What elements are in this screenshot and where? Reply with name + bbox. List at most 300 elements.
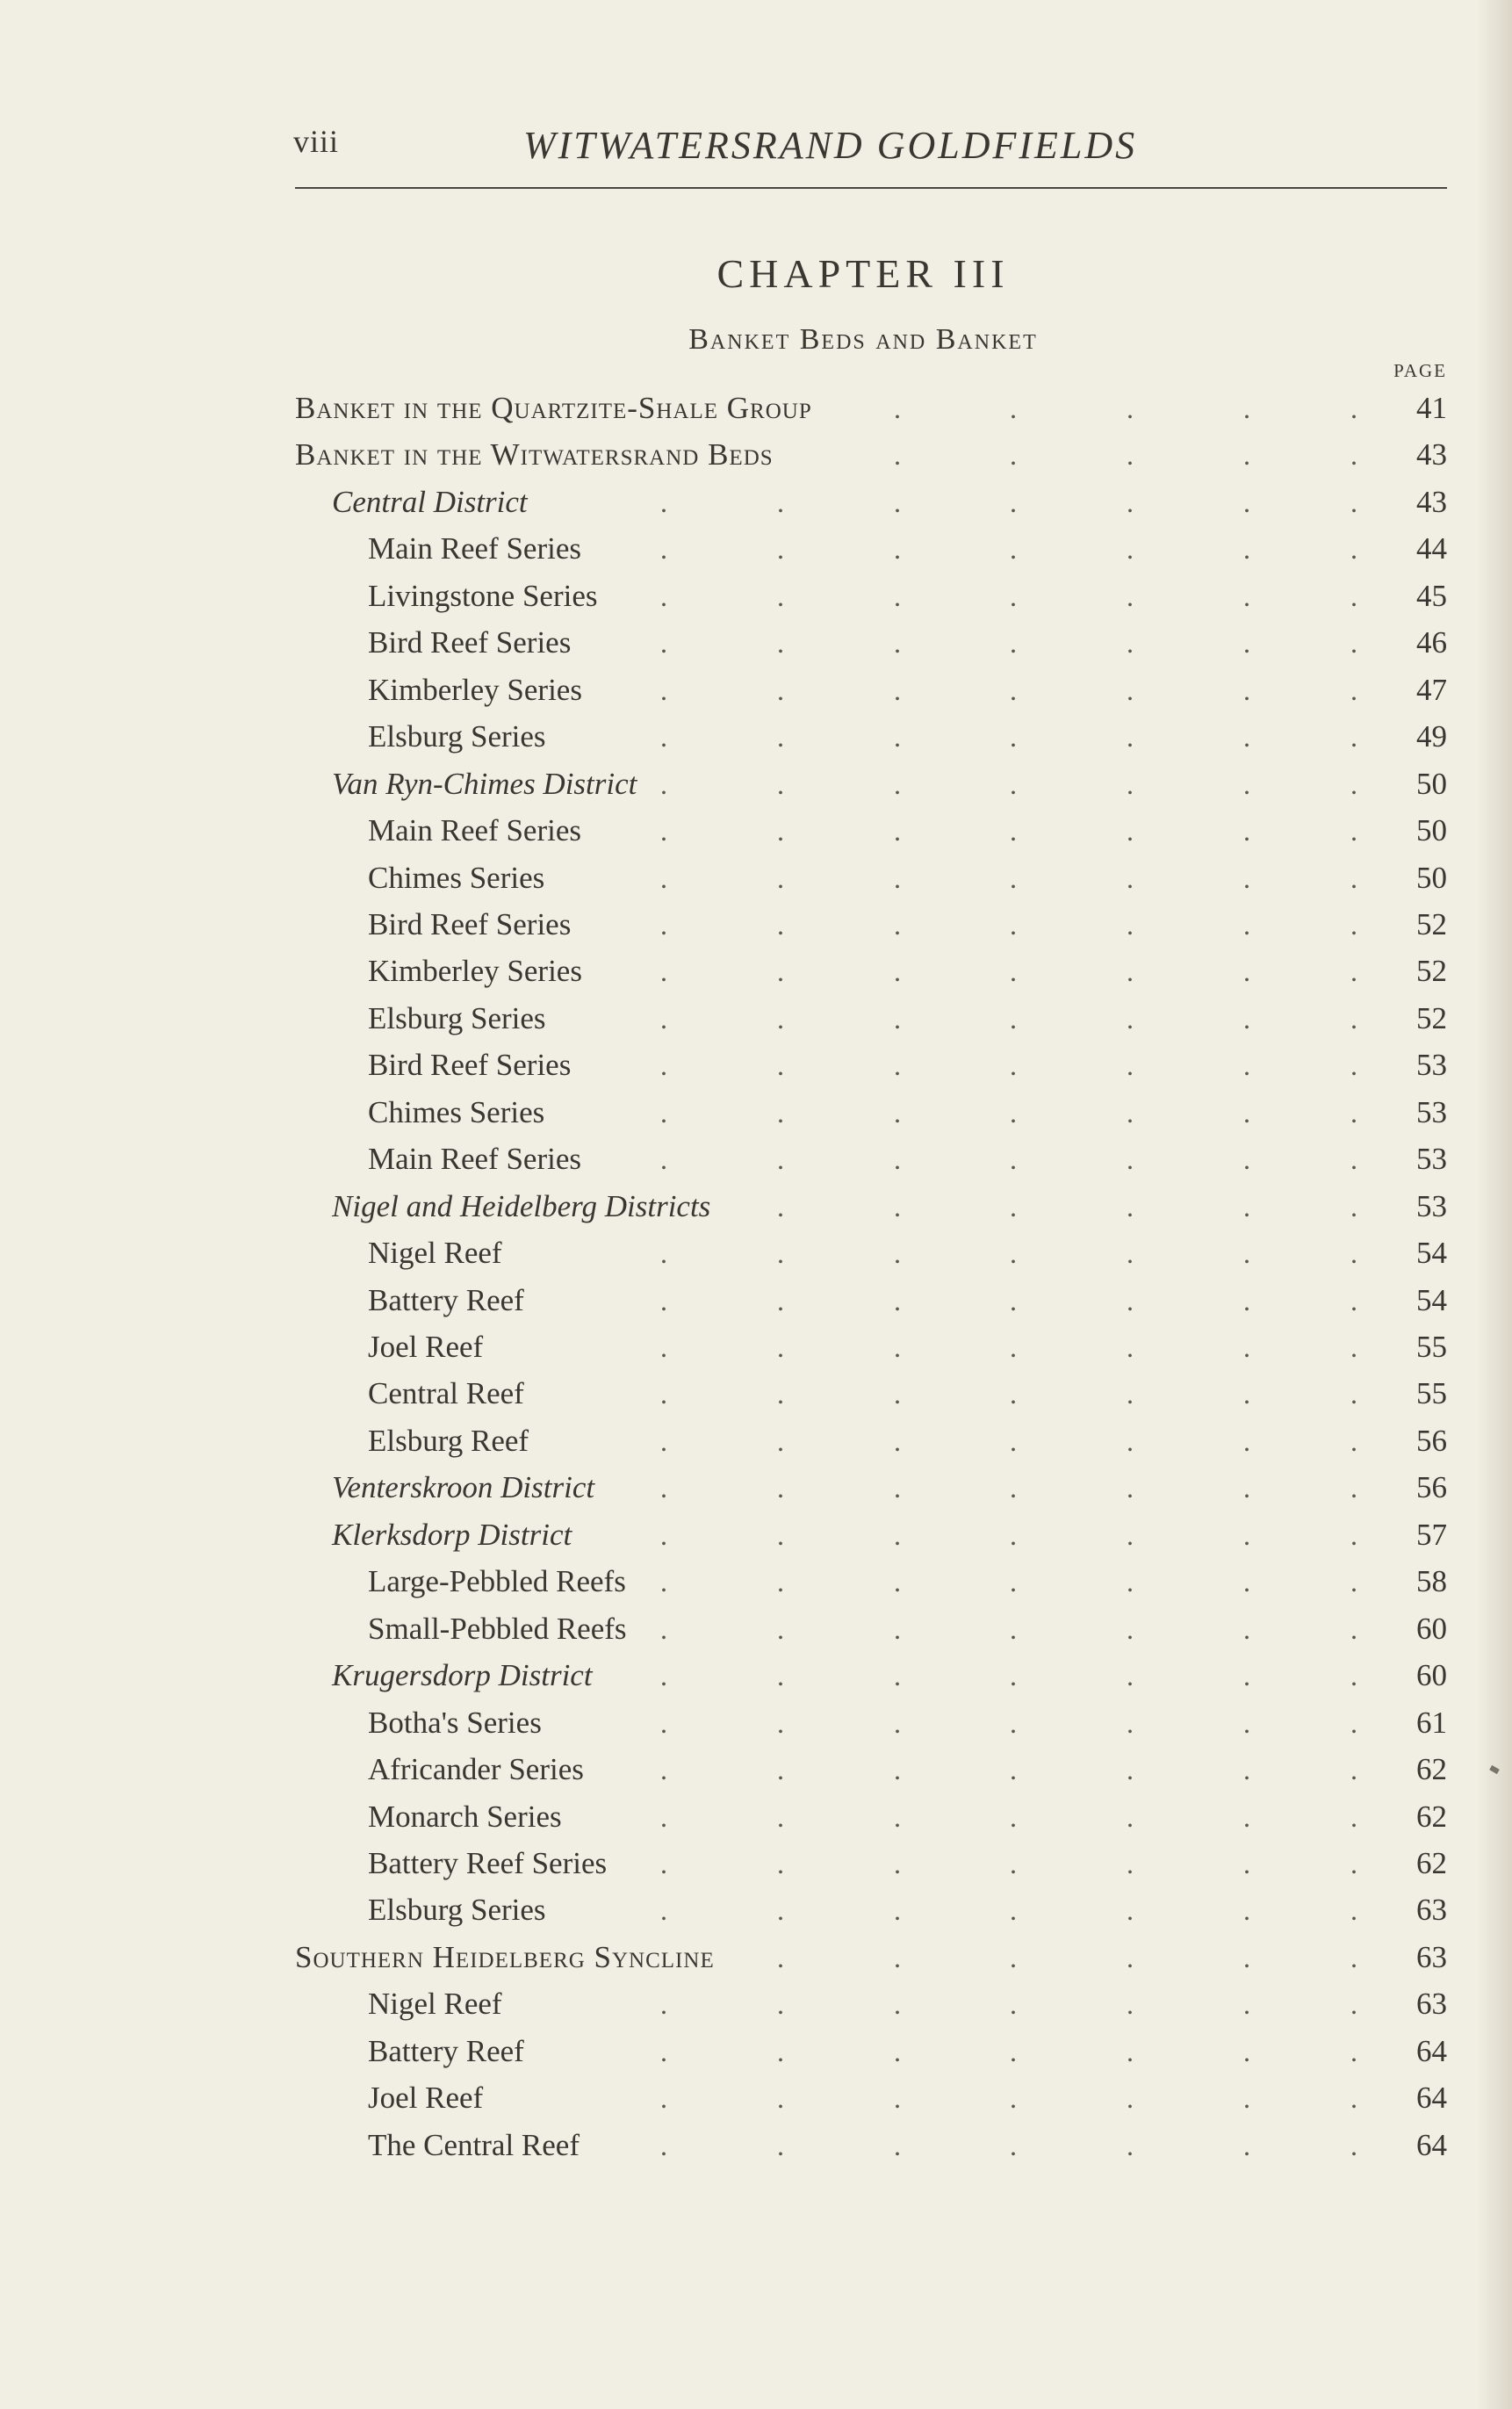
page-number: viii [293, 124, 340, 159]
leader-dot: . [1350, 1660, 1357, 1692]
leader-dot: . [1010, 439, 1017, 472]
leader-dot: . [1350, 1941, 1357, 1973]
leader-dot: . [1010, 1988, 1017, 2021]
toc-entry-title: Battery Reef [368, 1282, 524, 1317]
toc-entry-page: 53 [1416, 1188, 1447, 1223]
toc-entry [0, 1891, 1512, 1938]
leader-dot: . [1010, 1894, 1017, 1927]
toc-entry [0, 1422, 1512, 1469]
toc-entry-page: 55 [1416, 1330, 1447, 1364]
leader-dot: . [1010, 815, 1017, 847]
leader-dot: . [1243, 1706, 1250, 1739]
toc-entry-page: 54 [1416, 1282, 1447, 1317]
leader-dot: . [894, 956, 901, 988]
toc-entry [0, 1140, 1512, 1187]
toc-entry-page: 43 [1416, 484, 1447, 519]
toc-entry [0, 1562, 1512, 1610]
leader-dot: . [1127, 1049, 1134, 1082]
leader-dot: . [1350, 2035, 1357, 2067]
leader-dot: . [777, 2082, 784, 2115]
leader-dot: . [1243, 1284, 1250, 1316]
toc-entry-title: Kimberley Series [368, 672, 582, 707]
leader-dot: . [777, 956, 784, 988]
toc-entry [0, 1468, 1512, 1516]
toc-entry-page: 45 [1416, 578, 1447, 613]
leader-dot: . [1243, 580, 1250, 612]
leader-dot: . [1127, 1660, 1134, 1692]
leader-dot: . [1243, 1143, 1250, 1176]
leader-dot: . [1350, 1190, 1357, 1223]
leader-dot: . [1010, 580, 1017, 612]
leader-dot: . [1010, 1706, 1017, 1739]
toc-entry-title: Elsburg Reef [368, 1423, 529, 1458]
toc-entry-page: 62 [1416, 1799, 1447, 1834]
toc-entry-page: 56 [1416, 1470, 1447, 1505]
leader-dot: . [1350, 1237, 1357, 1270]
toc-entry [0, 765, 1512, 812]
toc-entry-title: Botha's Series [368, 1705, 542, 1740]
leader-dot: . [894, 1237, 901, 1270]
leader-dot: . [1350, 1143, 1357, 1176]
leader-dot: . [660, 1424, 667, 1457]
leader-dot: . [1243, 1754, 1250, 1786]
leader-dot: . [1127, 1612, 1134, 1645]
leader-dot: . [894, 533, 901, 566]
leader-dot: . [777, 1566, 784, 1598]
leader-dot: . [660, 1472, 667, 1504]
toc-entry [0, 1046, 1512, 1093]
toc-entry-page: 41 [1416, 391, 1447, 425]
leader-dot: . [1010, 1096, 1017, 1129]
leader-dot: . [1127, 1988, 1134, 2021]
leader-dot: . [660, 580, 667, 612]
leader-dot: . [894, 908, 901, 941]
leader-dot: . [1243, 1847, 1250, 1879]
leader-dot: . [660, 721, 667, 754]
leader-dot: . [1010, 1800, 1017, 1833]
leader-dot: . [894, 1566, 901, 1598]
leader-dot: . [660, 862, 667, 894]
toc-entry-title: Joel Reef [368, 2081, 484, 2116]
leader-dot: . [1127, 1378, 1134, 1410]
toc-entry-page: 64 [1416, 2033, 1447, 2068]
toc-entry-title: Venterskroon District [332, 1470, 595, 1505]
leader-dot: . [894, 1894, 901, 1927]
toc-entry-page: 56 [1416, 1423, 1447, 1458]
leader-dot: . [1010, 627, 1017, 660]
leader-dot: . [894, 2129, 901, 2161]
toc-entry-title: Elsburg Series [368, 719, 546, 754]
leader-dot: . [1243, 815, 1250, 847]
toc-entry-title: Krugersdorp District [332, 1658, 593, 1693]
toc-entry [0, 2126, 1512, 2174]
toc-entry [0, 811, 1512, 859]
leader-dot: . [1350, 1847, 1357, 1879]
toc-entry-title: Main Reef Series [368, 531, 581, 566]
toc-entry-page: 53 [1416, 1048, 1447, 1083]
leader-dot: . [894, 674, 901, 706]
leader-dot: . [1010, 2082, 1017, 2115]
leader-dot: . [1127, 393, 1134, 424]
toc-entry-title: Banket in the Witwatersrand Beds [295, 437, 774, 472]
leader-dot: . [894, 1847, 901, 1879]
toc-entry-title: Elsburg Series [368, 1893, 546, 1928]
toc-entry-title: Monarch Series [368, 1799, 562, 1834]
leader-dot: . [1243, 1002, 1250, 1035]
leader-dot: . [777, 2129, 784, 2161]
leader-dot: . [1243, 1378, 1250, 1410]
leader-dot: . [1350, 862, 1357, 894]
leader-dot: . [777, 1706, 784, 1739]
leader-dot: . [660, 1800, 667, 1833]
toc-entry-title: Nigel and Heidelberg Districts [332, 1188, 711, 1223]
leader-dot: . [777, 721, 784, 754]
toc-entry [0, 1234, 1512, 1281]
leader-dot: . [894, 1706, 901, 1739]
leader-dot: . [1350, 533, 1357, 566]
leader-dot: . [777, 1941, 784, 1973]
leader-dot: . [1010, 956, 1017, 988]
toc-entry-page: 58 [1416, 1564, 1447, 1599]
leader-dot: . [1127, 1894, 1134, 1927]
toc-entry-page: 55 [1416, 1376, 1447, 1411]
toc-entry [0, 1938, 1512, 1986]
leader-dot: . [1350, 1800, 1357, 1833]
leader-dot: . [660, 1143, 667, 1176]
leader-dot: . [1350, 815, 1357, 847]
leader-dot: . [1010, 2035, 1017, 2067]
leader-dot: . [1243, 1941, 1250, 1973]
leader-dot: . [894, 580, 901, 612]
toc-entry-title: Large-Pebbled Reefs [368, 1564, 626, 1599]
leader-dot: . [660, 956, 667, 988]
toc-entry-page: 50 [1416, 813, 1447, 848]
leader-dot: . [660, 627, 667, 660]
leader-dot: . [894, 2082, 901, 2115]
toc-entry [0, 1187, 1512, 1235]
toc-entry [0, 1093, 1512, 1141]
leader-dot: . [1350, 580, 1357, 612]
leader-dot: . [1127, 439, 1134, 472]
leader-dot: . [660, 1706, 667, 1739]
leader-dot: . [660, 486, 667, 518]
toc-entry [0, 1985, 1512, 2032]
leader-dot: . [1350, 1894, 1357, 1927]
leader-dot: . [660, 1331, 667, 1363]
leader-dot: . [1350, 1754, 1357, 1786]
leader-dot: . [1010, 1612, 1017, 1645]
leader-dot: . [1127, 1096, 1134, 1129]
leader-dot: . [1010, 862, 1017, 894]
toc-entry-title: Bird Reef Series [368, 906, 572, 941]
leader-dot: . [1243, 1518, 1250, 1551]
leader-dot: . [777, 1331, 784, 1363]
leader-dot: . [660, 1566, 667, 1598]
leader-dot: . [1010, 1237, 1017, 1270]
leader-dot: . [1127, 1518, 1134, 1551]
leader-dot: . [660, 768, 667, 800]
leader-dot: . [1010, 1002, 1017, 1035]
leader-dot: . [1010, 1331, 1017, 1363]
leader-dot: . [660, 1002, 667, 1035]
leader-dot: . [660, 1049, 667, 1082]
leader-dot: . [894, 1190, 901, 1223]
toc-entry-page: 52 [1416, 954, 1447, 989]
leader-dot: . [1243, 2035, 1250, 2067]
leader-dot: . [1010, 393, 1017, 424]
leader-dot: . [1350, 768, 1357, 800]
leader-dot: . [660, 2129, 667, 2161]
leader-dot: . [894, 768, 901, 800]
leader-dot: . [777, 486, 784, 518]
leader-dot: . [1010, 1424, 1017, 1457]
leader-dot: . [894, 1143, 901, 1176]
leader-dot: . [1243, 674, 1250, 706]
leader-dot: . [1127, 2129, 1134, 2161]
leader-dot: . [777, 1237, 784, 1270]
leader-dot: . [777, 2035, 784, 2067]
leader-dot: . [1350, 486, 1357, 518]
toc-entry-title: Main Reef Series [368, 813, 581, 848]
leader-dot: . [1350, 908, 1357, 941]
toc-entry-title: Chimes Series [368, 860, 545, 895]
leader-dot: . [1010, 1518, 1017, 1551]
leader-dot: . [777, 1518, 784, 1551]
leader-dot: . [777, 580, 784, 612]
leader-dot: . [1350, 1518, 1357, 1551]
leader-dot: . [1243, 1424, 1250, 1457]
leader-dot: . [777, 1190, 784, 1223]
leader-dot: . [1127, 580, 1134, 612]
leader-dot: . [1243, 1988, 1250, 2021]
leader-dot: . [1350, 1566, 1357, 1598]
leader-dot: . [1127, 1941, 1134, 1973]
leader-dot: . [1010, 721, 1017, 754]
toc-entry-page: 46 [1416, 625, 1447, 660]
leader-dot: . [1350, 1096, 1357, 1129]
leader-dot: . [660, 1096, 667, 1129]
leader-dot: . [1127, 1847, 1134, 1879]
leader-dot: . [777, 627, 784, 660]
leader-dot: . [1127, 2035, 1134, 2067]
toc-entry-title: Livingstone Series [368, 578, 598, 613]
toc-entry-page: 60 [1416, 1658, 1447, 1693]
leader-dot: . [1010, 1143, 1017, 1176]
leader-dot: . [1350, 956, 1357, 988]
chapter-subtitle: Banket Beds and Banket [688, 323, 1038, 356]
toc-entry [0, 483, 1512, 530]
toc-entry-title: Central Reef [368, 1376, 524, 1411]
chapter-title: CHAPTER III [716, 251, 1010, 296]
leader-dot: . [1243, 721, 1250, 754]
toc-entry-page: 50 [1416, 860, 1447, 895]
leader-dot: . [1127, 1424, 1134, 1457]
leader-dot: . [1127, 1190, 1134, 1223]
toc-entry-title: Nigel Reef [368, 1236, 502, 1271]
toc-entry-title: Nigel Reef [368, 1987, 502, 2022]
leader-dot: . [894, 486, 901, 518]
leader-dot: . [1243, 1612, 1250, 1645]
leader-dot: . [1243, 1331, 1250, 1363]
leader-dot: . [777, 1988, 784, 2021]
leader-dot: . [894, 1424, 901, 1457]
toc-entry-page: 60 [1416, 1611, 1447, 1646]
toc-entry [0, 2032, 1512, 2080]
toc-entry [0, 1656, 1512, 1704]
leader-dot: . [1350, 1612, 1357, 1645]
leader-dot: . [1127, 486, 1134, 518]
leader-dot: . [1010, 1378, 1017, 1410]
leader-dot: . [894, 721, 901, 754]
toc-entry-title: Bird Reef Series [368, 1048, 572, 1083]
leader-dot: . [894, 1988, 901, 2021]
leader-dot: . [1243, 1190, 1250, 1223]
toc-entry-title: Elsburg Series [368, 1000, 546, 1035]
leader-dot: . [1010, 1049, 1017, 1082]
leader-dot: . [660, 815, 667, 847]
leader-dot: . [1127, 1331, 1134, 1363]
toc-entry-title: Klerksdorp District [332, 1517, 572, 1552]
leader-dot: . [777, 862, 784, 894]
leader-dot: . [1350, 1284, 1357, 1316]
leader-dot: . [1127, 1284, 1134, 1316]
leader-dot: . [1010, 1660, 1017, 1692]
toc-entry [0, 1374, 1512, 1422]
leader-dot: . [777, 1378, 784, 1410]
toc-entry-page: 63 [1416, 1987, 1447, 2022]
leader-dot: . [1127, 815, 1134, 847]
toc-entry [0, 1610, 1512, 1657]
leader-dot: . [1127, 533, 1134, 566]
leader-dot: . [1350, 1424, 1357, 1457]
leader-dot: . [777, 1284, 784, 1316]
leader-dot: . [1010, 1754, 1017, 1786]
toc-entry-page: 43 [1416, 437, 1447, 472]
leader-dot: . [1010, 908, 1017, 941]
leader-dot: . [1243, 1472, 1250, 1504]
leader-dot: . [1010, 768, 1017, 800]
leader-dot: . [1243, 439, 1250, 472]
leader-dot: . [777, 1612, 784, 1645]
toc-entry [0, 1328, 1512, 1375]
leader-dot: . [777, 533, 784, 566]
toc-entry-title: Van Ryn-Chimes District [332, 766, 637, 801]
leader-dot: . [1127, 862, 1134, 894]
leader-dot: . [1243, 393, 1250, 424]
leader-dot: . [1243, 862, 1250, 894]
leader-dot: . [777, 674, 784, 706]
leader-dot: . [1010, 1190, 1017, 1223]
toc-entry [0, 1844, 1512, 1892]
toc-entry [0, 1704, 1512, 1751]
leader-dot: . [660, 1988, 667, 2021]
leader-dot: . [1127, 1002, 1134, 1035]
leader-dot: . [1010, 2129, 1017, 2161]
leader-dot: . [1127, 1237, 1134, 1270]
leader-dot: . [1010, 1941, 1017, 1973]
leader-dot: . [1350, 393, 1357, 424]
leader-dot: . [894, 1331, 901, 1363]
leader-dot: . [894, 627, 901, 660]
leader-dot: . [894, 1096, 901, 1129]
leader-dot: . [1350, 1472, 1357, 1504]
leader-dot: . [1243, 908, 1250, 941]
leader-dot: . [894, 1378, 901, 1410]
toc-entry-page: 63 [1416, 1893, 1447, 1928]
toc-entry-page: 64 [1416, 2081, 1447, 2116]
toc-entry [0, 624, 1512, 671]
leader-dot: . [894, 862, 901, 894]
toc-entry-title: Banket in the Quartzite-Shale Group [295, 391, 812, 425]
toc-entry-title: Chimes Series [368, 1094, 545, 1129]
leader-dot: . [1127, 1754, 1134, 1786]
leader-dot: . [777, 1424, 784, 1457]
leader-dot: . [1010, 674, 1017, 706]
leader-dot: . [777, 1049, 784, 1082]
toc-entry [0, 2079, 1512, 2126]
leader-dot: . [1350, 627, 1357, 660]
leader-dot: . [1350, 1378, 1357, 1410]
leader-dot: . [1243, 2129, 1250, 2161]
toc-entry-title: Battery Reef [368, 2033, 524, 2068]
leader-dot: . [1127, 1566, 1134, 1598]
toc-entry-title: The Central Reef [368, 2127, 580, 2162]
toc-entry [0, 671, 1512, 718]
toc-entry-title: Kimberley Series [368, 954, 582, 989]
leader-dot: . [1127, 2082, 1134, 2115]
toc-entry [0, 718, 1512, 765]
leader-dot: . [660, 533, 667, 566]
leader-dot: . [1243, 956, 1250, 988]
toc-entry [0, 1516, 1512, 1563]
leader-dot: . [777, 1143, 784, 1176]
leader-dot: . [1350, 1049, 1357, 1082]
leader-dot: . [894, 1754, 901, 1786]
leader-dot: . [1010, 533, 1017, 566]
leader-dot: . [1127, 1706, 1134, 1739]
leader-dot: . [660, 1754, 667, 1786]
leader-dot: . [1243, 1800, 1250, 1833]
leader-dot: . [1350, 1002, 1357, 1035]
leader-dot: . [1350, 1331, 1357, 1363]
page-column-label: PAGE [1393, 360, 1447, 381]
leader-dot: . [1127, 768, 1134, 800]
toc-entry [0, 952, 1512, 999]
toc-entry [0, 1750, 1512, 1798]
toc-entry-title: Southern Heidelberg Syncline [295, 1939, 715, 1974]
toc-entry-page: 61 [1416, 1705, 1447, 1740]
leader-dot: . [1243, 1660, 1250, 1692]
leader-dot: . [1243, 627, 1250, 660]
leader-dot: . [894, 439, 901, 472]
toc-entry-title: Joel Reef [368, 1330, 484, 1364]
toc-entry-title: Battery Reef Series [368, 1845, 608, 1880]
toc-entry-page: 62 [1416, 1752, 1447, 1787]
toc-entry [0, 1281, 1512, 1329]
toc-entry-page: 62 [1416, 1845, 1447, 1880]
toc-entry-page: 47 [1416, 672, 1447, 707]
leader-dot: . [1243, 1096, 1250, 1129]
leader-dot: . [1350, 439, 1357, 472]
toc-entry-title: Africander Series [368, 1752, 584, 1787]
toc-entry [0, 1798, 1512, 1845]
toc-entry [0, 905, 1512, 953]
leader-dot: . [1243, 1894, 1250, 1927]
toc-entry-page: 53 [1416, 1142, 1447, 1177]
leader-dot: . [1243, 1566, 1250, 1598]
leader-dot: . [1243, 768, 1250, 800]
leader-dot: . [1350, 1988, 1357, 2021]
